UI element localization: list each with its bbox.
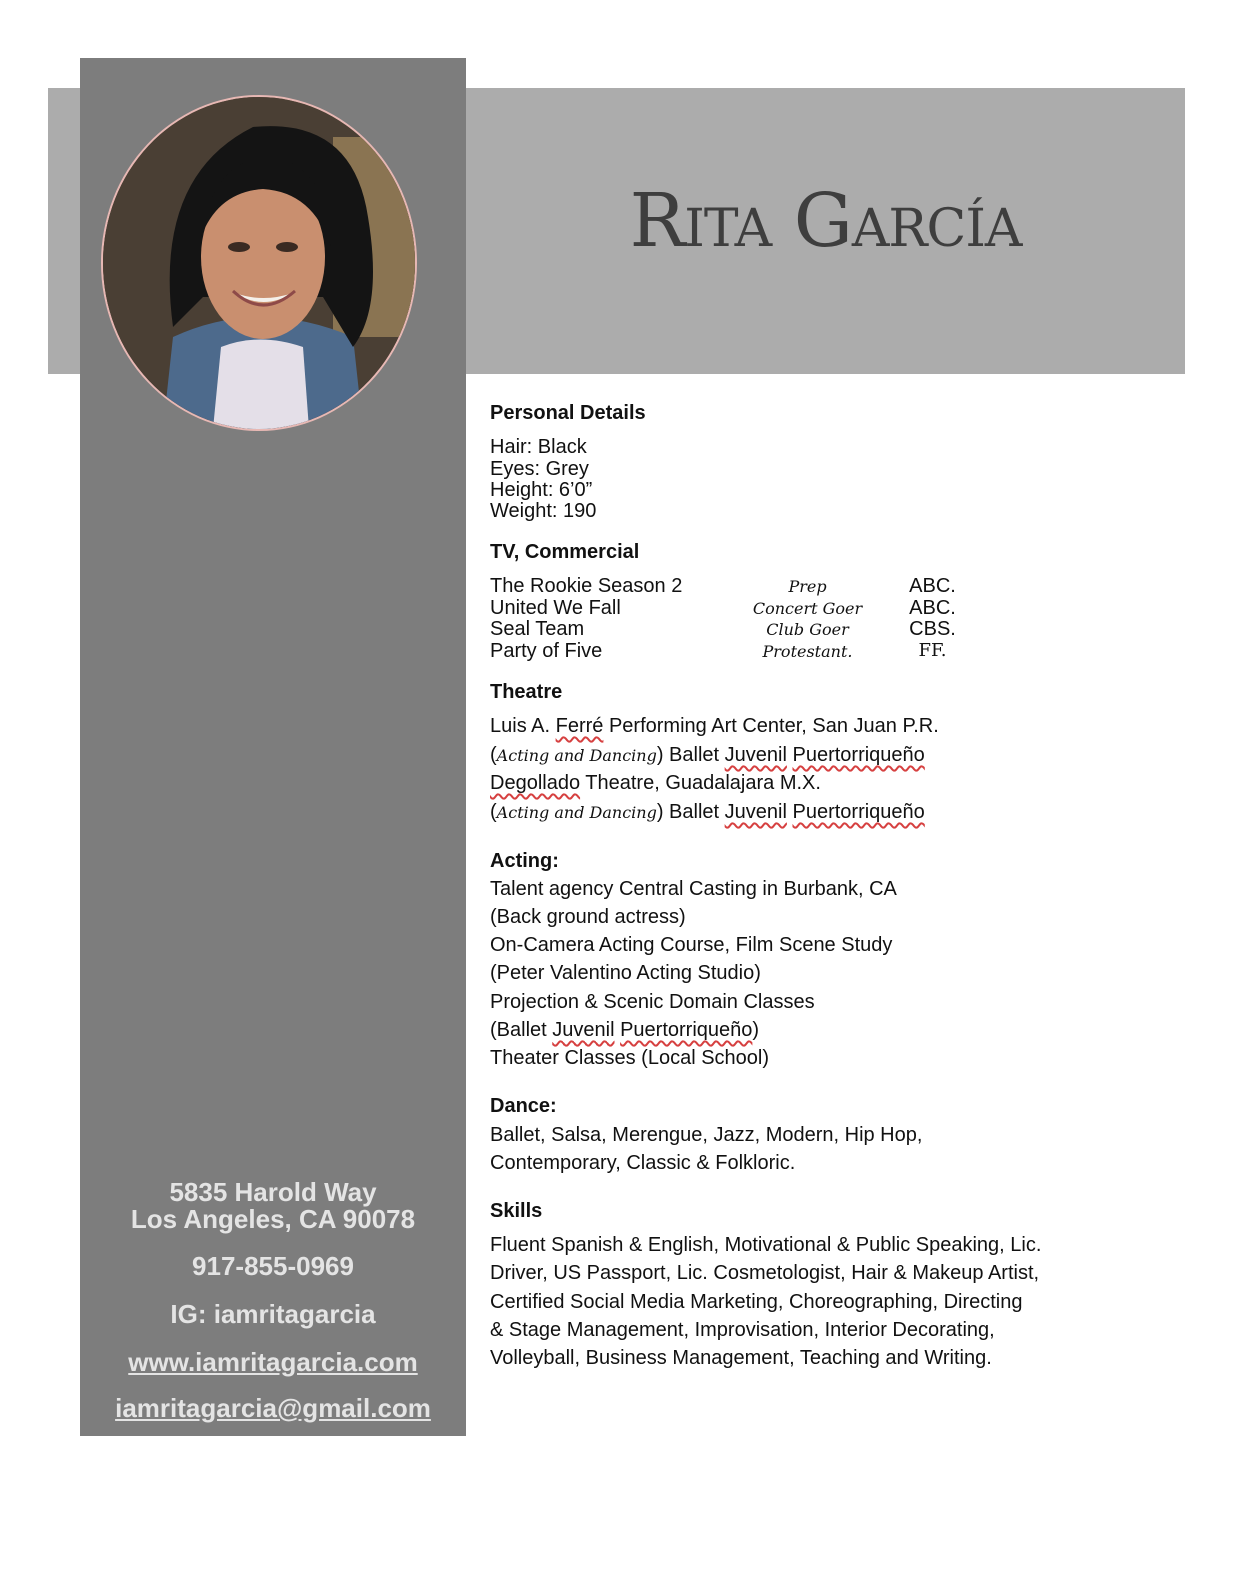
website-link[interactable]: www.iamritagarcia.com [128,1347,418,1377]
tv-credit-row [490,597,990,619]
acting-line: Projection & Scenic Domain Classes [490,991,815,1013]
credit-network: ABC. [909,575,956,597]
skills-line: Volleyball, Business Management, Teaching and Writing. [490,1347,992,1369]
eyes-detail: Eyes: Grey [490,458,589,480]
acting-line: Talent agency Central Casting in Burbank, CA [490,878,897,900]
credit-role: Prep [788,577,827,596]
profile-photo [101,95,417,431]
personal-details-heading: Personal Details [490,402,646,424]
theatre-venue-2: Degollado Theatre, Guadalajara M.X. [490,772,821,794]
dance-heading: Dance: [490,1095,557,1117]
tv-credit-row [490,640,990,662]
dance-line: Ballet, Salsa, Merengue, Jazz, Modern, Hip Hop, [490,1124,923,1146]
skills-line: & Stage Management, Improvisation, Interior Decorating, [490,1319,995,1341]
tv-commercial-heading: TV, Commercial [490,541,640,563]
credit-network: ABC. [909,597,956,619]
skills-heading: Skills [490,1200,543,1222]
credit-role: Protestant. [762,642,853,661]
acting-line: On-Camera Acting Course, Film Scene Study [490,934,893,956]
credit-role: Club Goer [766,620,849,639]
credit-title: Seal Team [490,618,585,640]
hair-detail: Hair: Black [490,436,587,458]
acting-heading: Acting: [490,850,559,872]
theatre-venue-1: Luis A. Ferré Performing Art Center, San Juan P.R. [490,715,939,737]
skills-line: Certified Social Media Marketing, Choreographing, Directing [490,1291,1023,1313]
acting-line: (Ballet Juvenil Puertorriqueño) [490,1019,760,1041]
dance-line: Contemporary, Classic & Folkloric. [490,1152,796,1174]
phone-number: 917-855-0969 [192,1251,354,1281]
address-city: Los Angeles, CA 90078 [130,1204,416,1234]
acting-line: (Peter Valentino Acting Studio) [490,962,761,984]
skills-line: Fluent Spanish & English, Motivational & Public Speaking, Lic. [490,1234,1042,1256]
credit-title: Party of Five [490,640,603,662]
tv-credit-row [490,575,990,597]
email-link[interactable]: iamritagarcia@gmail.com [115,1393,431,1423]
credit-role: Concert Goer [752,599,863,618]
theatre-company-1: (Acting and Dancing) Ballet Juvenil Puertorriqueño [490,744,925,766]
acting-line: Theater Classes (Local School) [490,1047,770,1069]
candidate-name: Rita García [629,178,1022,264]
skills-line: Driver, US Passport, Lic. Cosmetologist, Hair & Makeup Artist, [490,1262,1040,1284]
credit-network: FF. [918,640,947,661]
acting-line: (Back ground actress) [490,906,686,928]
theatre-company-2: (Acting and Dancing) Ballet Juvenil Puertorriqueño [490,801,925,823]
height-detail: Height: 6’0” [490,479,593,501]
weight-detail: Weight: 190 [490,500,597,522]
address-street: 5835 Harold Way [169,1177,377,1207]
credit-title: The Rookie Season 2 [490,575,683,597]
instagram-handle: IG: iamritagarcia [170,1299,376,1329]
credit-network: CBS. [909,618,956,640]
tv-credit-row [490,618,990,640]
credit-title: United We Fall [490,597,621,619]
theatre-heading: Theatre [490,681,563,703]
